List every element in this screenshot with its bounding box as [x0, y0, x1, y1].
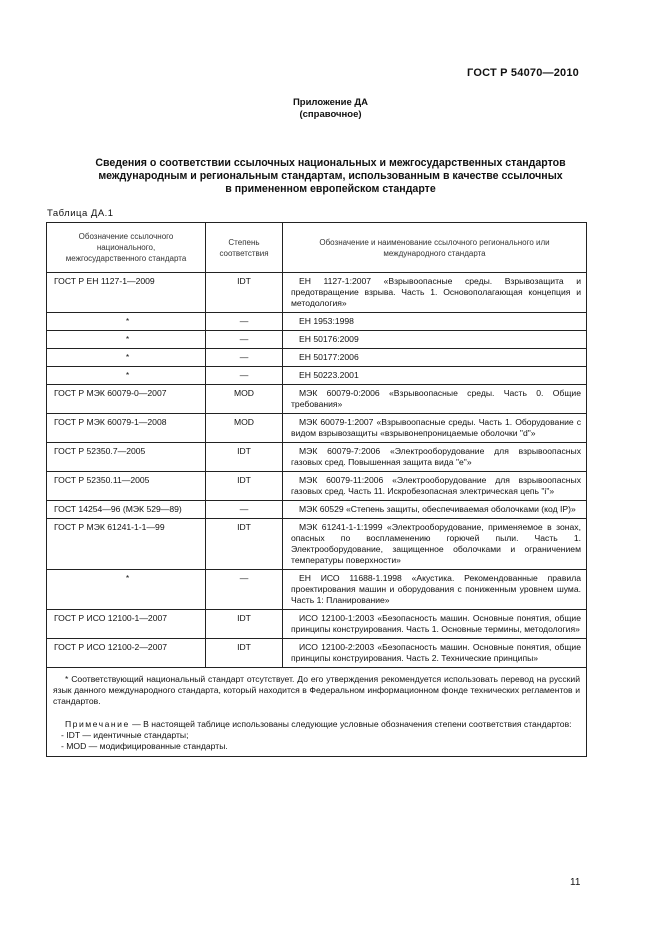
cell-degree: — [206, 331, 283, 349]
cell-national-standard: ГОСТ Р ЕН 1127-1—2009 [47, 273, 206, 313]
legend-item-idt: - IDT — идентичные стандарты; [61, 730, 189, 740]
cell-reference-standard [283, 639, 587, 668]
reference-text: ЕН 50177:2006 [299, 352, 359, 362]
cell-degree: IDT [206, 443, 283, 472]
cell-degree: IDT [206, 472, 283, 501]
table-row [47, 349, 587, 367]
reference-text: МЭК 60529 «Степень защиты, обеспечиваемая оболочками (код IP)» [299, 504, 576, 514]
cell-degree: MOD [206, 385, 283, 414]
cell-degree: — [206, 367, 283, 385]
table-row [47, 443, 587, 472]
section-title [40, 157, 621, 196]
cell-reference-standard [283, 273, 587, 313]
table-header-row [47, 223, 587, 273]
table-row [47, 385, 587, 414]
table-row [47, 472, 587, 501]
cell-national-standard: * [47, 331, 206, 349]
reference-text: МЭК 61241-1-1:1999 «Электрооборудование, применяемое в зонах, опасных по воспламенению горючей пыли. Часть 1. Электрооборудование, защищенное оболочками и ограничением температуры поверхности» [291, 522, 581, 565]
cell-national-standard: * [47, 367, 206, 385]
table-row [47, 519, 587, 570]
table-row [47, 273, 587, 313]
cell-reference-standard [283, 349, 587, 367]
reference-text: ЕН 1127-1:2007 «Взрывоопасные среды. Взрывозащита и предотвращение взрыва. Часть 1. Основополагающая концепция и методология» [291, 276, 581, 308]
note-text: — В настоящей таблице использованы следующие условные обозначения степени соответствия стандартов: [132, 719, 572, 729]
table-row [47, 570, 587, 610]
cell-reference-standard [283, 501, 587, 519]
reference-text: ЕН 50223.2001 [299, 370, 359, 380]
reference-text: ЕН 50176:2009 [299, 334, 359, 344]
cell-national-standard: * [47, 349, 206, 367]
reference-text: МЭК 60079-0:2006 «Взрывоопасные среды. Часть 0. Общие требования» [291, 388, 581, 409]
cell-national-standard: ГОСТ Р МЭК 60079-1—2008 [47, 414, 206, 443]
section-title-line: Сведения о соответствии ссылочных национальных и межгосударственных стандартов [95, 157, 566, 169]
footnote: * Соответствующий национальный стандарт отсутствует. До его утверждения рекомендуется использовать перевод на русский язык данного международного стандарта, который находится в Федеральном информационном фонде технических регламентов и стандартов. [53, 674, 580, 706]
cell-reference-standard [283, 472, 587, 501]
cell-reference-standard [283, 331, 587, 349]
table-row [47, 331, 587, 349]
cell-reference-standard [283, 443, 587, 472]
reference-text: ЕН 1953:1998 [299, 316, 354, 326]
cell-degree: — [206, 349, 283, 367]
cell-reference-standard [283, 385, 587, 414]
table-footer-row [47, 668, 587, 757]
table-row [47, 610, 587, 639]
table-row [47, 414, 587, 443]
column-header-reference: Обозначение и наименование ссылочного регионального или международного стандарта [283, 223, 587, 273]
table-caption: Таблица ДА.1 [47, 208, 114, 219]
table-footer [47, 668, 587, 757]
cell-degree: — [206, 570, 283, 610]
cell-national-standard: ГОСТ Р МЭК 61241-1-1—99 [47, 519, 206, 570]
table-row [47, 639, 587, 668]
cell-reference-standard [283, 414, 587, 443]
legend-item-mod: - MOD — модифицированные стандарты. [61, 741, 228, 751]
table-row [47, 501, 587, 519]
column-header-national: Обозначение ссылочного национального, межгосударственного стандарта [47, 223, 206, 273]
reference-text: МЭК 60079-1:2007 «Взрывоопасные среды. Часть 1. Оборудование с видом взрывозащиты «взрывонепроницаемые оболочки "d"» [291, 417, 581, 438]
cell-national-standard: ГОСТ Р ИСО 12100-2—2007 [47, 639, 206, 668]
cell-degree: IDT [206, 639, 283, 668]
cell-reference-standard [283, 519, 587, 570]
cell-national-standard: ГОСТ Р ИСО 12100-1—2007 [47, 610, 206, 639]
section-title-line: международным и региональным стандартам, использованным в качестве ссылочных [98, 170, 563, 182]
cell-reference-standard [283, 610, 587, 639]
column-header-degree: Степень соответствия [206, 223, 283, 273]
cell-national-standard: * [47, 570, 206, 610]
reference-text: ИСО 12100-2:2003 «Безопасность машин. Основные понятия, общие принципы конструирования. Часть 2. Технические принципы» [291, 642, 581, 663]
reference-text: МЭК 60079-11:2006 «Электрооборудование для взрывоопасных газовых сред. Часть 11. Искробезопасная электрическая цепь "i"» [291, 475, 581, 496]
cell-degree: IDT [206, 610, 283, 639]
cell-degree: — [206, 313, 283, 331]
note-label: Примечание [65, 719, 130, 729]
document-code: ГОСТ Р 54070—2010 [467, 67, 579, 79]
reference-text: МЭК 60079-7:2006 «Электрооборудование для взрывоопасных газовых сред. Повышенная защита вида "е"» [291, 446, 581, 467]
table-body [47, 273, 587, 668]
reference-text: ЕН ИСО 11688-1.1998 «Акустика. Рекомендованные правила проектирования машин и оборудования с пониженным уровнем шума. Часть 1: Планирование» [291, 573, 581, 605]
cell-degree: — [206, 501, 283, 519]
cell-degree: IDT [206, 273, 283, 313]
cell-degree: MOD [206, 414, 283, 443]
note [53, 719, 580, 730]
cell-national-standard: ГОСТ Р 52350.11—2005 [47, 472, 206, 501]
reference-text: ИСО 12100-1:2003 «Безопасность машин. Основные понятия, общие принципы конструирования. Часть 1. Основные термины, методология» [291, 613, 581, 634]
cell-national-standard: ГОСТ Р МЭК 60079-0—2007 [47, 385, 206, 414]
cell-reference-standard [283, 313, 587, 331]
cell-reference-standard [283, 570, 587, 610]
appendix-subtitle: (справочное) [299, 109, 362, 120]
correspondence-table [46, 222, 587, 757]
cell-reference-standard [283, 367, 587, 385]
table-row [47, 313, 587, 331]
cell-national-standard: * [47, 313, 206, 331]
appendix-title: Приложение ДА [292, 97, 369, 108]
cell-degree: IDT [206, 519, 283, 570]
table-row [47, 367, 587, 385]
cell-national-standard: ГОСТ Р 52350.7—2005 [47, 443, 206, 472]
cell-national-standard: ГОСТ 14254—96 (МЭК 529—89) [47, 501, 206, 519]
appendix-heading [0, 97, 661, 121]
section-title-line: в примененном европейском стандарте [225, 183, 436, 195]
page-number: 11 [570, 877, 581, 888]
